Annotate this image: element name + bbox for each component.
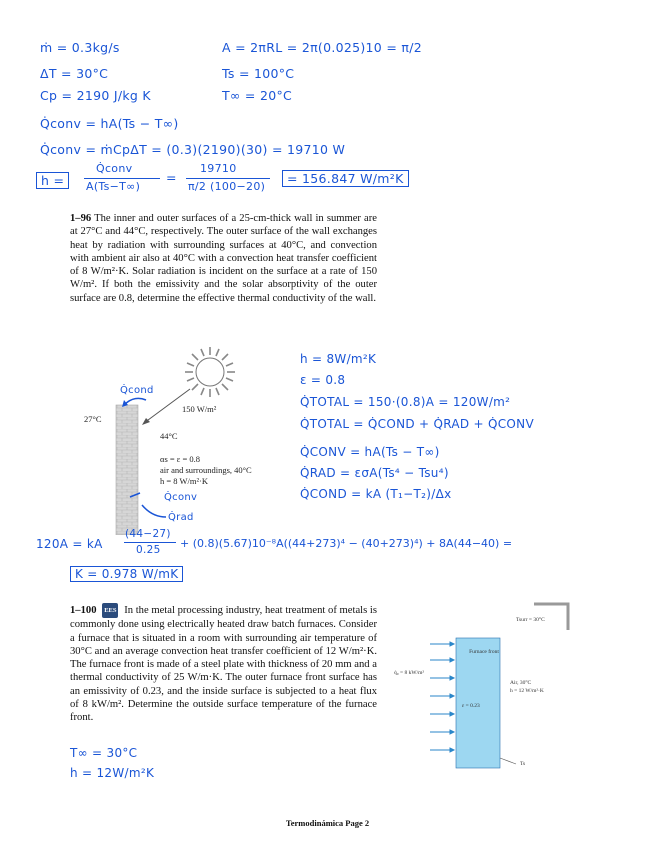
hw-h-den: A(Ts−T∞) (86, 180, 141, 193)
hw-bottom-h: h = 12W/m²K (70, 766, 155, 780)
hw-mid-qcond: Q̇COND = kA (T₁−T₂)/Δx (300, 487, 452, 501)
qcond-arrow (124, 398, 146, 405)
fig96-label-h: h = 8 W/m²·K (160, 476, 209, 486)
problem-96 (70, 212, 377, 305)
hw-answer: K = 0.978 W/mK (70, 566, 183, 582)
hw-mid-qtotal: Q̇TOTAL = 150·(0.8)A = 120W/m² (300, 395, 511, 409)
problem-100 (70, 603, 377, 725)
hw-area: A = 2πRL = 2π(0.025)10 = π/2 (222, 40, 422, 55)
hw-h-result: = 156.847 W/m²K (282, 170, 409, 187)
hw-h-box: h = (36, 172, 69, 189)
hw-long-num: (44−27) (125, 528, 171, 540)
fig96-qcond: Q̇cond (120, 385, 154, 396)
hw-qconv-calc: Q̇conv = ṁCpΔT = (0.3)(2190)(30) = 19710 W (40, 142, 346, 157)
hw-mid-eps: ε = 0.8 (300, 373, 346, 387)
hw-mid-h: h = 8W/m²K (300, 352, 377, 366)
fig96-label-alpha: αs = ε = 0.8 (160, 454, 201, 464)
problem-96-text: The inner and outer surfaces of a 25-cm-thick wall in summer are at 27°C and 44°C, respectively. The outer surface of the wall exchanges heat by radiation with surrounding surfaces at 40°C, and convection with ambient air also at 40°C with a convection heat transfer coefficient of 8 W/m²·K. Solar radiation is incident on the surface at a rate of 150 W/m². If both the emissivity and the solar absorptivity of the outer surface are 0.8, determine the effective thermal conductivity of the wall. (70, 213, 377, 304)
fig100-furnace: Furnace front (469, 649, 499, 655)
fig96-qrad: Q̇rad (168, 512, 194, 523)
fig96-label-150: 150 W/m² (182, 404, 217, 414)
fig100-air1: Air, 30°C (510, 680, 532, 686)
fig96-qconv: Q̇conv (164, 492, 198, 503)
hw-ts: Ts = 100°C (222, 66, 295, 81)
figure-100 (424, 598, 584, 774)
fig96-label-air: air and surroundings, 40°C (160, 465, 252, 475)
hw-long-b: + (0.8)(5.67)10⁻⁸A((44+273)⁴ − (40+273)⁴) + 8A(44−40) = (180, 537, 513, 550)
hw-h-fracbar (84, 178, 160, 179)
hw-long-den: 0.25 (136, 544, 161, 556)
fig100-tsurr: Tsurr = 30°C (516, 617, 545, 623)
problem-96-number: 1–96 (70, 213, 92, 224)
ts-leader (500, 758, 516, 764)
fig96-label-44: 44°C (160, 431, 178, 441)
fig100-air2: h = 12 W/m²·K (510, 688, 544, 694)
qrad-arrow (142, 505, 166, 517)
hw-h-eq: = (166, 170, 177, 185)
fig100-flux: q̇₀ = 8 kW/m² (394, 670, 425, 676)
hw-delta-t: ΔT = 30°C (40, 66, 109, 81)
hw-cp: Cp = 2190 J/kg K (40, 88, 151, 103)
hw-long-fracbar (124, 542, 176, 543)
fig100-eps: ε = 0.23 (462, 703, 480, 709)
hw-qconv-def: Q̇conv = hA(Ts − T∞) (40, 116, 179, 131)
page-footer: Termodinámica Page 2 (285, 818, 370, 828)
hw-h-den2: π/2 (100−20) (188, 180, 266, 193)
problem-100-text: In the metal processing industry, heat treatment of metals is commonly done using electrically heated draw batch furnaces. Consider a furnace that is situated in a room with surrounding air temperature of 30°C and an average convection heat transfer coefficient of 12 W/m²·K. The furnace front is made of a steel plate with thickness of 20 mm and a thermal conductivity of 25 W/m·K. The outer furnace front surface has an emissivity of 0.23, and the inside surface is subjected to a heat flux of 8 kW/m². Determine the outside surface temperature of the furnace front. (70, 605, 377, 724)
hw-long-a: 120A = kA (36, 537, 103, 551)
hw-mid-balance: Q̇TOTAL = Q̇COND + Q̇RAD + Q̇CONV (300, 417, 534, 431)
hw-mid-qrad: Q̇RAD = εσA(Ts⁴ − Tsu⁴) (300, 466, 449, 480)
hw-h-fracbar2 (186, 178, 270, 179)
sun-icon (185, 347, 235, 397)
wall (116, 405, 138, 535)
ees-icon: EES (102, 603, 118, 618)
hw-h-num2: 19710 (200, 162, 237, 175)
figure-96 (72, 345, 292, 535)
fig96-label-27: 27°C (84, 414, 102, 424)
hw-mass-flow: ṁ = 0.3kg/s (40, 40, 120, 55)
hw-h-num: Q̇conv (96, 162, 133, 175)
fig100-ts: Ts (520, 761, 526, 767)
problem-100-number: 1–100 (70, 605, 97, 616)
hw-tinf: T∞ = 20°C (222, 88, 293, 103)
hw-bottom-tinf: T∞ = 30°C (70, 746, 138, 760)
hw-mid-qconv: Q̇CONV = hA(Ts − T∞) (300, 445, 440, 459)
